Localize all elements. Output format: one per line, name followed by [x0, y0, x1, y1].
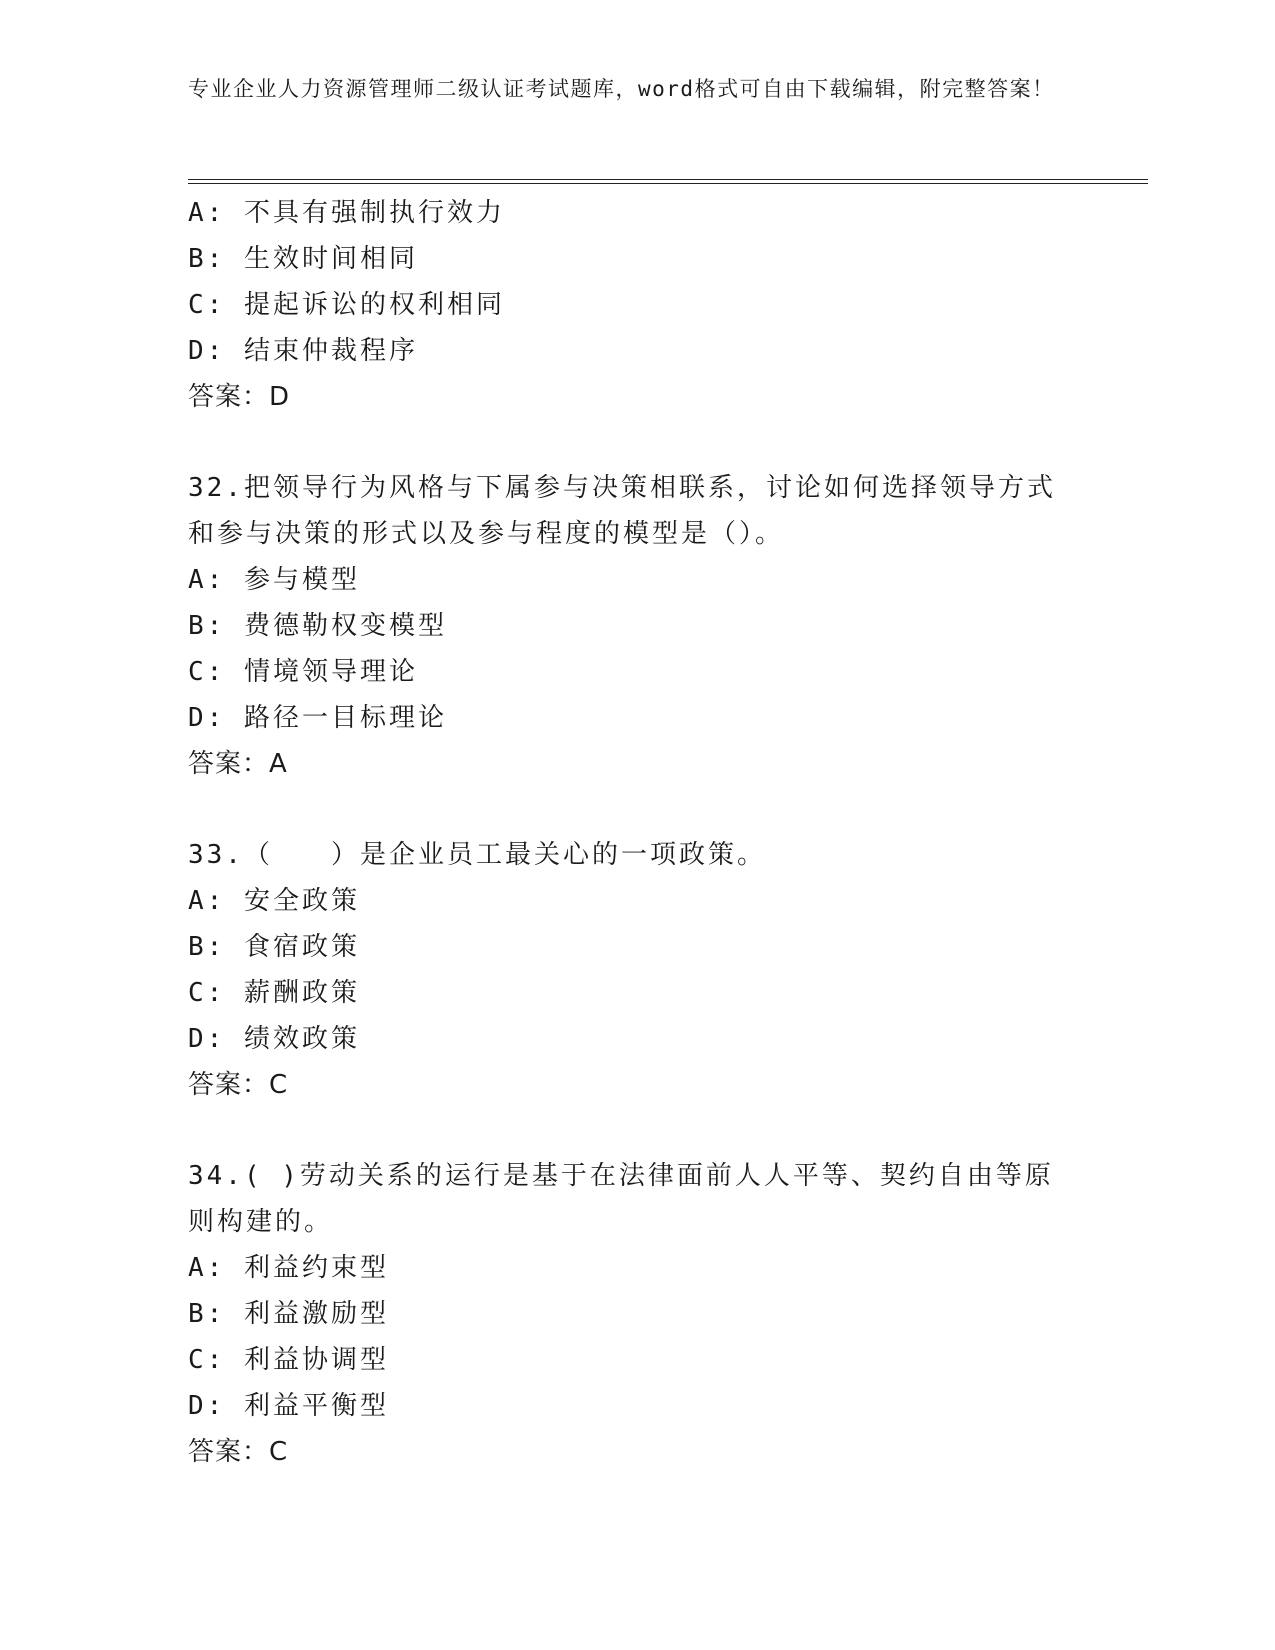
option-c: C: 利益协调型 [188, 1345, 389, 1375]
option-c: C: 情境领导理论 [188, 657, 418, 687]
header-divider-bottom [188, 183, 1148, 184]
option-a: A: 参与模型 [188, 565, 360, 595]
option-d: D: 利益平衡型 [188, 1391, 389, 1421]
option-d: D: 绩效政策 [188, 1024, 360, 1054]
option-b: B: 生效时间相同 [188, 244, 418, 274]
option-c: C: 提起诉讼的权利相同 [188, 290, 505, 320]
option-c: C: 薪酬政策 [188, 978, 360, 1008]
answer: 答案：D [188, 382, 291, 412]
option-a: A: 不具有强制执行效力 [188, 198, 505, 228]
option-a: A: 利益约束型 [188, 1253, 389, 1283]
question-32 [188, 465, 1088, 787]
option-b: B: 费德勒权变模型 [188, 611, 447, 641]
question-33 [188, 832, 1088, 1108]
option-b: B: 利益激励型 [188, 1299, 389, 1329]
question-list [188, 190, 1088, 1475]
question-31-continued [188, 190, 1088, 420]
answer: 答案：A [188, 749, 288, 779]
option-d: D: 路径一目标理论 [188, 703, 447, 733]
option-b: B: 食宿政策 [188, 932, 360, 962]
question-34 [188, 1153, 1088, 1475]
option-d: D: 结束仲裁程序 [188, 336, 418, 366]
question-text: 32.把领导行为风格与下属参与决策相联系，讨论如何选择领导方式和参与决策的形式以及参与程度的模型是（）。 [188, 473, 1056, 549]
answer: 答案：C [188, 1070, 289, 1100]
document-header: 专业企业人力资源管理师二级认证考试题库，word格式可自由下载编辑，附完整答案！ [188, 77, 1055, 101]
option-a: A: 安全政策 [188, 886, 360, 916]
header-divider-top [188, 179, 1148, 180]
answer: 答案：C [188, 1437, 289, 1467]
question-text: 33.（ ）是企业员工最关心的一项政策。 [188, 840, 766, 870]
question-text: 34.( )劳动关系的运行是基于在法律面前人人平等、契约自由等原则构建的。 [188, 1161, 1054, 1237]
